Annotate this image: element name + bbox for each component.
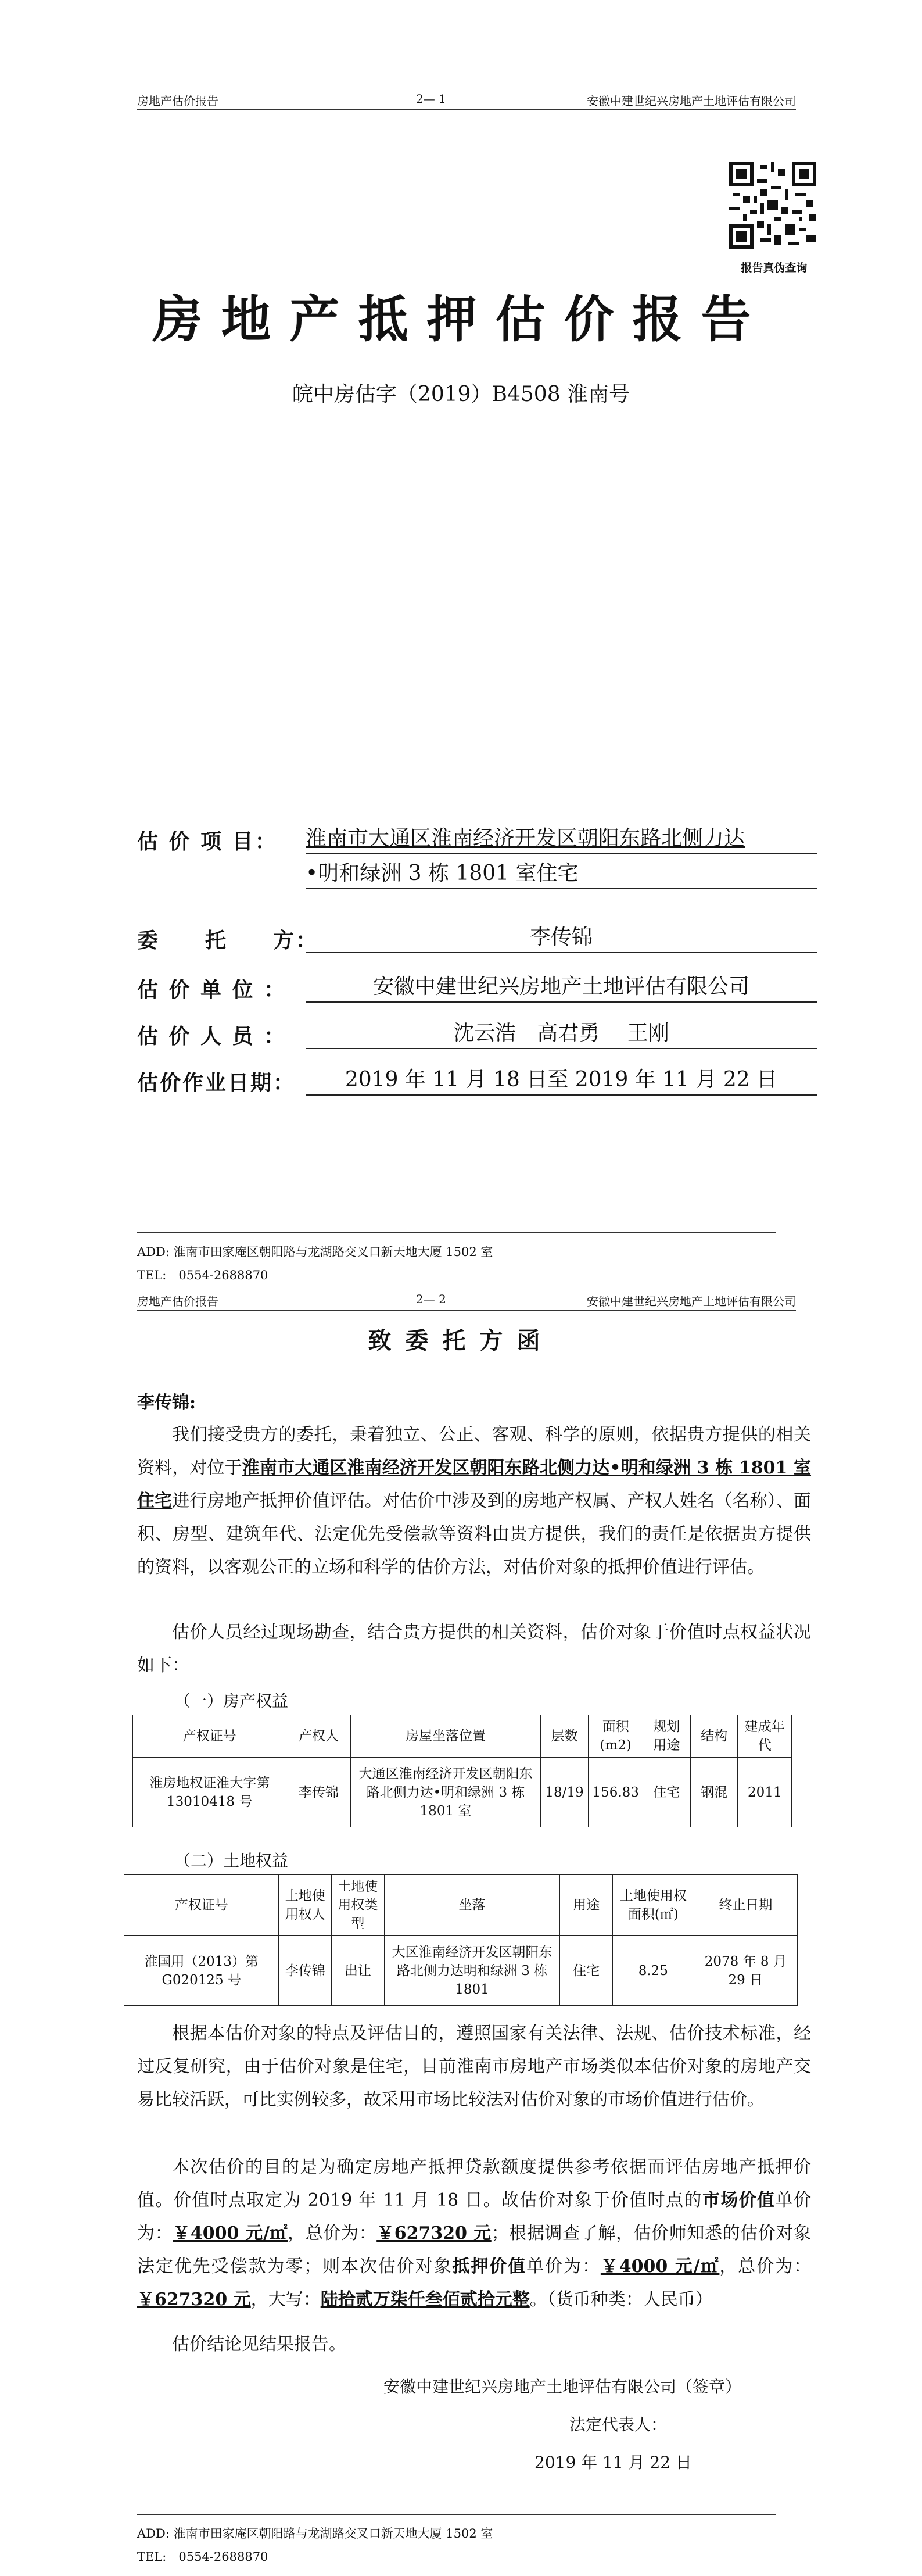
work-date-label: 估价作业日期： — [137, 1071, 296, 1095]
paragraph-5: 估价结论见结果报告。 — [172, 2334, 346, 2355]
report-number: 皖中房估字（2019）B4508 淮南号 — [292, 382, 630, 406]
footer-address: ADD: 淮南市田家庵区朝阳路与龙湖路交叉口新天地大厦 1502 室 — [137, 2527, 493, 2541]
appraiser-unit-value: 安徽中建世纪兴房地产土地评估有限公司 — [306, 974, 817, 1003]
appraisers-label: 估 价 人 员 ： — [137, 1024, 287, 1049]
table-row: 淮房地权证淮大字第 13010418 号 李传锦 大通区淮南经济开发区朝阳东路北侧力达•明和绿洲 3 栋 1801 室 18/19 156.83 住宅 钢混 2011 — [133, 1758, 792, 1827]
header-company: 安徽中建世纪兴房地产土地评估有限公司 — [587, 1294, 796, 1308]
market-total-price: ￥627320 元 — [376, 2223, 492, 2244]
paragraph-1: 我们接受贵方的委托，秉着独立、公正、客观、科学的原则，依据贵方提供的相关资料，对位于淮南市大通区淮南经济开发区朝阳东路北侧力达•明和绿洲 3 栋 1801 室住宅进行房地产抵押价值评估。对估价中涉及到的房地产权属、产权人姓名（名称）、面积、房型、建筑年代、法定优先受偿款等资料由贵方提供，我们的责任是依据贵方提供的资料，以客观公正的立场和科学的估价方法，对估价对象的抵押价值进行评估。 — [137, 1425, 812, 1577]
header-page-number: 2— 1 — [416, 92, 446, 106]
property-rights-table — [132, 1715, 792, 1827]
page-header-2 — [137, 1287, 796, 1311]
client-label: 委 托 方： — [137, 928, 319, 953]
appraisers-value: 沈云浩 高君勇 王刚 — [306, 1020, 817, 1049]
paragraph-2: 估价人员经过现场勘查，结合贵方提供的相关资料，估价对象于价值时点权益状况如下： — [137, 1622, 811, 1676]
land-rights-table — [124, 1874, 798, 2006]
qr-caption: 报告真伪查询 — [741, 262, 808, 274]
amount-in-words: 陆拾贰万柒仟叁佰贰拾元整 — [320, 2289, 530, 2310]
project-value-line2: •明和绿洲 3 栋 1801 室住宅 — [306, 860, 817, 889]
header-company: 安徽中建世纪兴房地产土地评估有限公司 — [587, 94, 796, 108]
property-address: 淮南市大通区淮南经济开发区朝阳东路北侧力达•明和绿洲 3 栋 1801 室住宅 — [137, 1458, 812, 1511]
header-left: 房地产估价报告 — [137, 94, 218, 108]
salutation: 李传锦: — [137, 1393, 196, 1413]
report-title: 房地产抵押估价报告 — [152, 290, 770, 349]
table-header-row: 产权证号 土地使用权人 土地使用权类型 坐落 用途 土地使用权面积(㎡) 终止日期 — [124, 1875, 798, 1936]
signature-company: 安徽中建世纪兴房地产土地评估有限公司（签章） — [383, 2377, 742, 2396]
footer-phone: TEL: 0554-2688870 — [137, 1268, 268, 1282]
mortgage-total-price: ￥627320 元 — [137, 2289, 251, 2310]
work-date-value: 2019 年 11 月 18 日至 2019 年 11 月 22 日 — [306, 1067, 817, 1096]
land-rights-heading: （二）土地权益 — [174, 1851, 289, 1870]
table-header-row: 产权证号 产权人 房屋坐落位置 层数 面积(m2) 规划用途 结构 建成年代 — [133, 1715, 792, 1758]
market-unit-price: ￥4000 元/㎡ — [173, 2223, 288, 2244]
project-value-line1: 淮南市大通区淮南经济开发区朝阳东路北侧力达 — [306, 825, 817, 854]
project-label: 估 价 项 目： — [137, 829, 278, 854]
footer-rule — [137, 2514, 776, 2515]
signature-date: 2019 年 11 月 22 日 — [534, 2453, 693, 2472]
footer-address: ADD: 淮南市田家庵区朝阳路与龙湖路交叉口新天地大厦 1502 室 — [137, 1245, 493, 1259]
signature-legal-rep: 法定代表人： — [569, 2415, 668, 2434]
table-row: 淮国用（2013）第 G020125 号 李传锦 出让 大区淮南经济开发区朝阳东路北侧力达明和绿洲 3 栋 1801 住宅 8.25 2078 年 8 月 29 日 — [124, 1936, 798, 2006]
paragraph-3: 根据本估价对象的特点及评估目的，遵照国家有关法律、法规、估价技术标准，经过反复研究，由于估价对象是住宅，目前淮南市房地产市场类似本估价对象的房地产交易比较活跃，可比实例较多，故采用市场比较法对估价对象的市场价值进行估价。 — [137, 2023, 811, 2110]
property-rights-heading: （一）房产权益 — [174, 1691, 289, 1711]
letter-title: 致委托方函 — [368, 1327, 554, 1354]
header-left: 房地产估价报告 — [137, 1294, 218, 1308]
paragraph-4: 本次估价的目的是为确定房地产抵押贷款额度提供参考依据而评估房地产抵押价值。价值时点取定为 2019 年 11 月 18 日。故估价对象于价值时点的市场价值单价为：￥4000 元/㎡，总价为：￥627320 元；根据调查了解，估价师知悉的估价对象法定优先受偿款为零；则本次估价对象抵押价值单价为：￥4000 元/㎡，总价为：￥627320 元，大写：陆拾贰万柒仟叁佰贰拾元整。（货币种类：人民币） — [137, 2157, 812, 2310]
appraiser-unit-label: 估 价 单 位 ： — [137, 978, 287, 1002]
footer-phone: TEL: 0554-2688870 — [137, 2550, 268, 2564]
header-rule — [137, 1310, 796, 1311]
header-page-number: 2— 2 — [416, 1292, 446, 1306]
mortgage-unit-price: ￥4000 元/㎡ — [600, 2256, 720, 2277]
client-value: 李传锦 — [306, 924, 817, 953]
